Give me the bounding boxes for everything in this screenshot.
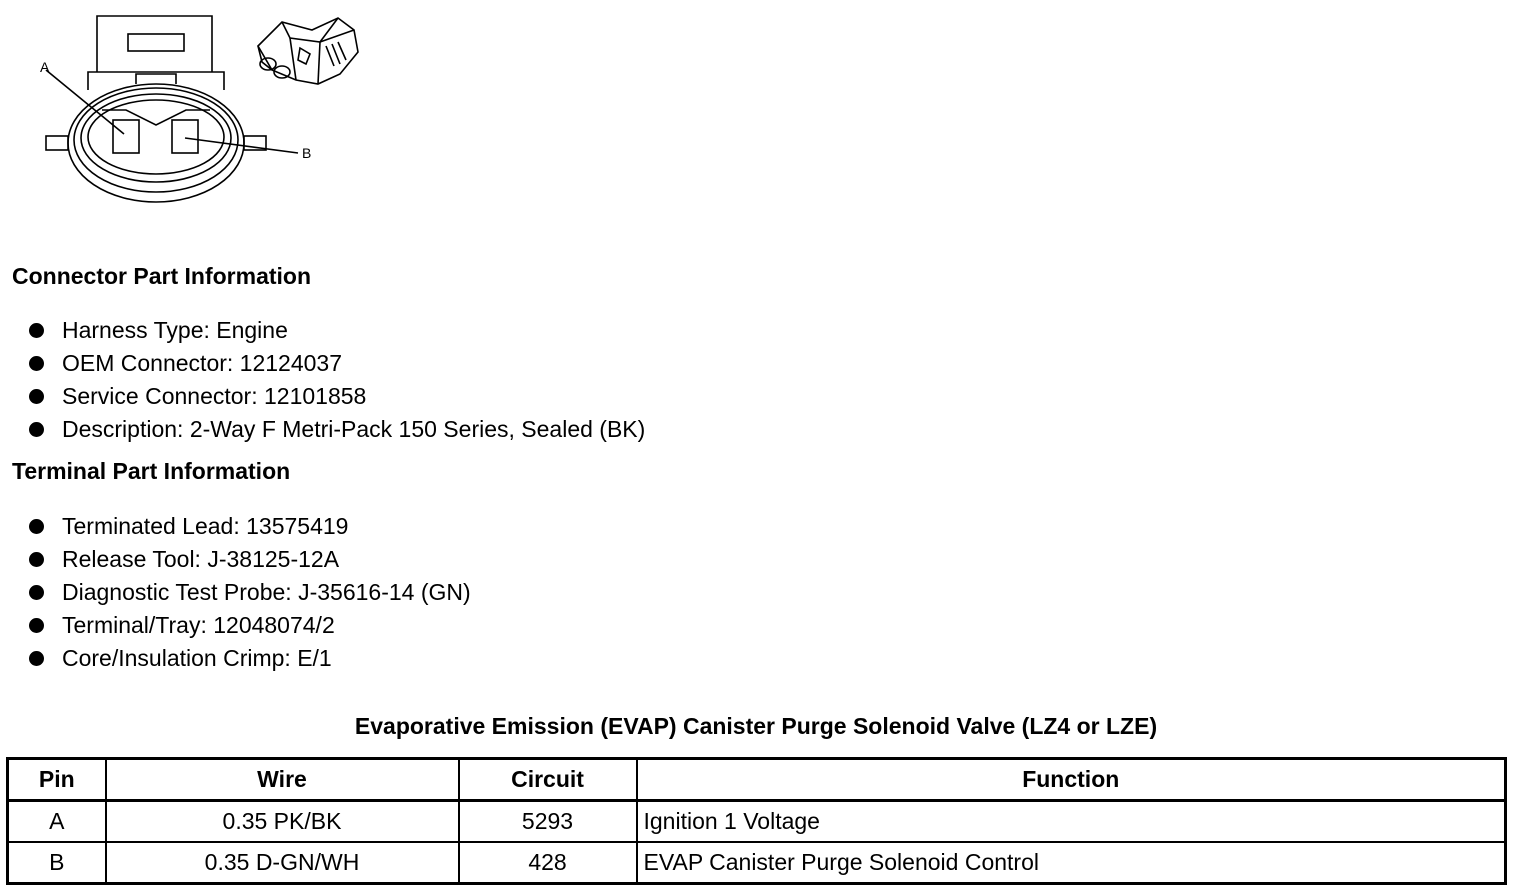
cell-wire: 0.35 D-GN/WH <box>106 842 459 884</box>
column-header-wire: Wire <box>106 759 459 801</box>
list-item <box>0 314 645 347</box>
list-item <box>0 642 471 675</box>
list-item <box>0 413 645 446</box>
list-item <box>0 609 471 642</box>
cell-circuit: 428 <box>459 842 637 884</box>
list-item-text: Release Tool: J-38125-12A <box>62 546 340 572</box>
bullet-icon <box>29 323 44 338</box>
bullet-icon <box>29 422 44 437</box>
cell-pin: A <box>8 801 106 843</box>
column-header-pin: Pin <box>8 759 106 801</box>
bullet-icon <box>29 519 44 534</box>
list-item-text: Description: 2-Way F Metri-Pack 150 Series, Sealed (BK) <box>62 416 646 442</box>
column-header-function: Function <box>637 759 1506 801</box>
connector-part-info-list <box>0 314 645 446</box>
table-caption: Evaporative Emission (EVAP) Canister Purge Solenoid Valve (LZ4 or LZE) <box>354 713 1158 739</box>
cell-pin: B <box>8 842 106 884</box>
list-item <box>0 510 471 543</box>
list-item-text: Terminated Lead: 13575419 <box>62 513 349 539</box>
bullet-icon <box>29 651 44 666</box>
bullet-icon <box>29 389 44 404</box>
list-item <box>0 380 645 413</box>
list-item-text: OEM Connector: 12124037 <box>62 350 343 376</box>
list-item <box>0 347 645 380</box>
list-item-text: Harness Type: Engine <box>62 317 288 343</box>
cell-wire: 0.35 PK/BK <box>106 801 459 843</box>
list-item-text: Terminal/Tray: 12048074/2 <box>62 612 335 638</box>
list-item <box>0 576 471 609</box>
terminal-part-info-list <box>0 510 471 675</box>
connector-part-info-heading: Connector Part Information <box>12 263 312 289</box>
list-item-text: Core/Insulation Crimp: E/1 <box>62 645 332 671</box>
terminal-part-info-heading: Terminal Part Information <box>12 458 291 484</box>
column-header-circuit: Circuit <box>459 759 637 801</box>
cell-function: EVAP Canister Purge Solenoid Control <box>637 842 1506 884</box>
bullet-icon <box>29 356 44 371</box>
pin-a-callout: A <box>40 59 50 75</box>
list-item-text: Diagnostic Test Probe: J-35616-14 (GN) <box>62 579 471 605</box>
pin-b-callout: B <box>302 145 312 161</box>
list-item-text: Service Connector: 12101858 <box>62 383 367 409</box>
bullet-icon <box>29 585 44 600</box>
cell-circuit: 5293 <box>459 801 637 843</box>
cell-function: Ignition 1 Voltage <box>637 801 1506 843</box>
bullet-icon <box>29 618 44 633</box>
list-item <box>0 543 471 576</box>
pinout-table <box>6 757 1507 885</box>
connector-face-diagram <box>0 0 380 215</box>
table-header-row <box>8 759 1506 801</box>
table-row <box>8 801 1506 843</box>
bullet-icon <box>29 552 44 567</box>
table-row <box>8 842 1506 884</box>
